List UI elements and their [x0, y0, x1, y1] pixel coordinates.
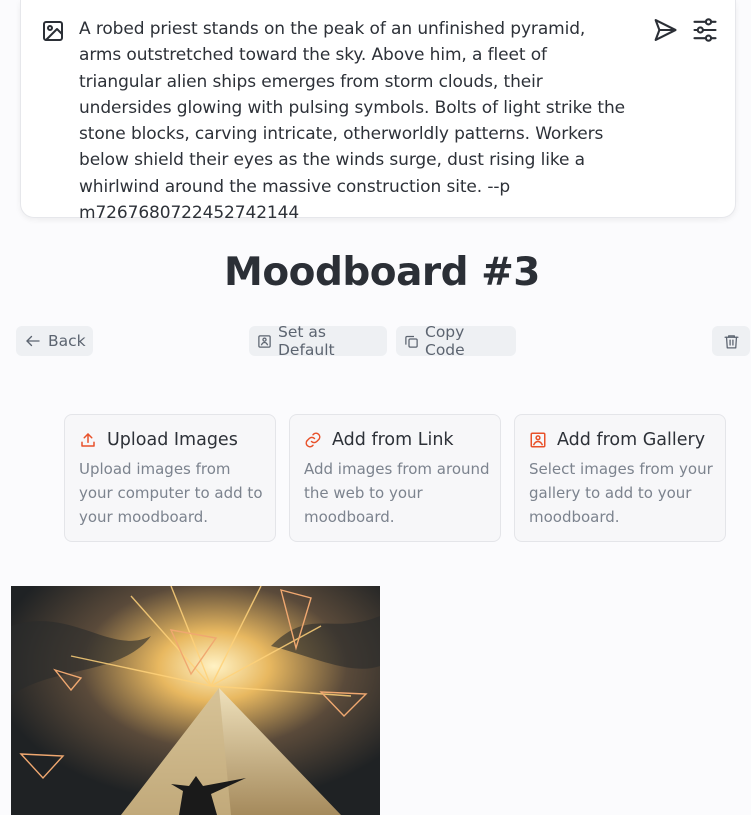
- add-from-gallery-desc: Select images from your gallery to add to your moodboard.: [529, 460, 713, 526]
- page-title: Moodboard #3: [224, 250, 540, 295]
- upload-images-card[interactable]: [64, 414, 276, 542]
- prompt-card: [20, 0, 736, 224]
- add-from-link-card[interactable]: [289, 414, 501, 542]
- send-icon[interactable]: [651, 16, 679, 44]
- delete-button[interactable]: [712, 326, 750, 356]
- set-default-button[interactable]: [249, 323, 387, 359]
- moodboard-image[interactable]: [11, 586, 380, 815]
- upload-icon: [79, 431, 97, 449]
- upload-images-desc: Upload images from your computer to add to your moodboard.: [79, 460, 263, 526]
- link-icon: [304, 431, 322, 449]
- add-from-gallery-title: Add from Gallery: [557, 430, 706, 450]
- back-button[interactable]: [16, 326, 93, 356]
- arrow-left-icon: [24, 332, 42, 350]
- trash-icon: [723, 333, 740, 350]
- add-from-link-desc: Add images from around the web to your moodboard.: [304, 460, 490, 526]
- copy-code-button[interactable]: [396, 323, 516, 359]
- image-icon: [41, 19, 65, 43]
- copy-icon: [404, 334, 419, 349]
- upload-images-title: Upload Images: [107, 430, 238, 450]
- prompt-text[interactable]: A robed priest stands on the peak of an unfinished pyramid, arms outstretched toward the sky. Above him, a fleet of triangular alien ships emerges from storm clouds, their undersides glowing with pulsing symbols. Bolts of light strike the stone blocks, carving intricate, otherworldly patterns. Workers below shield their eyes as the winds surge, dust rising like a whirlwind around the massive construction site. --p m7267680722452742144: [79, 19, 625, 224]
- add-from-gallery-card[interactable]: [514, 414, 726, 542]
- image-check-icon: [257, 334, 272, 349]
- gallery-icon: [529, 431, 547, 449]
- set-default-label: Set as Default: [278, 323, 335, 359]
- copy-code-label: Copy Code: [425, 323, 465, 359]
- add-from-link-title: Add from Link: [332, 430, 454, 450]
- back-label: Back: [48, 332, 86, 350]
- sliders-icon[interactable]: [691, 16, 719, 44]
